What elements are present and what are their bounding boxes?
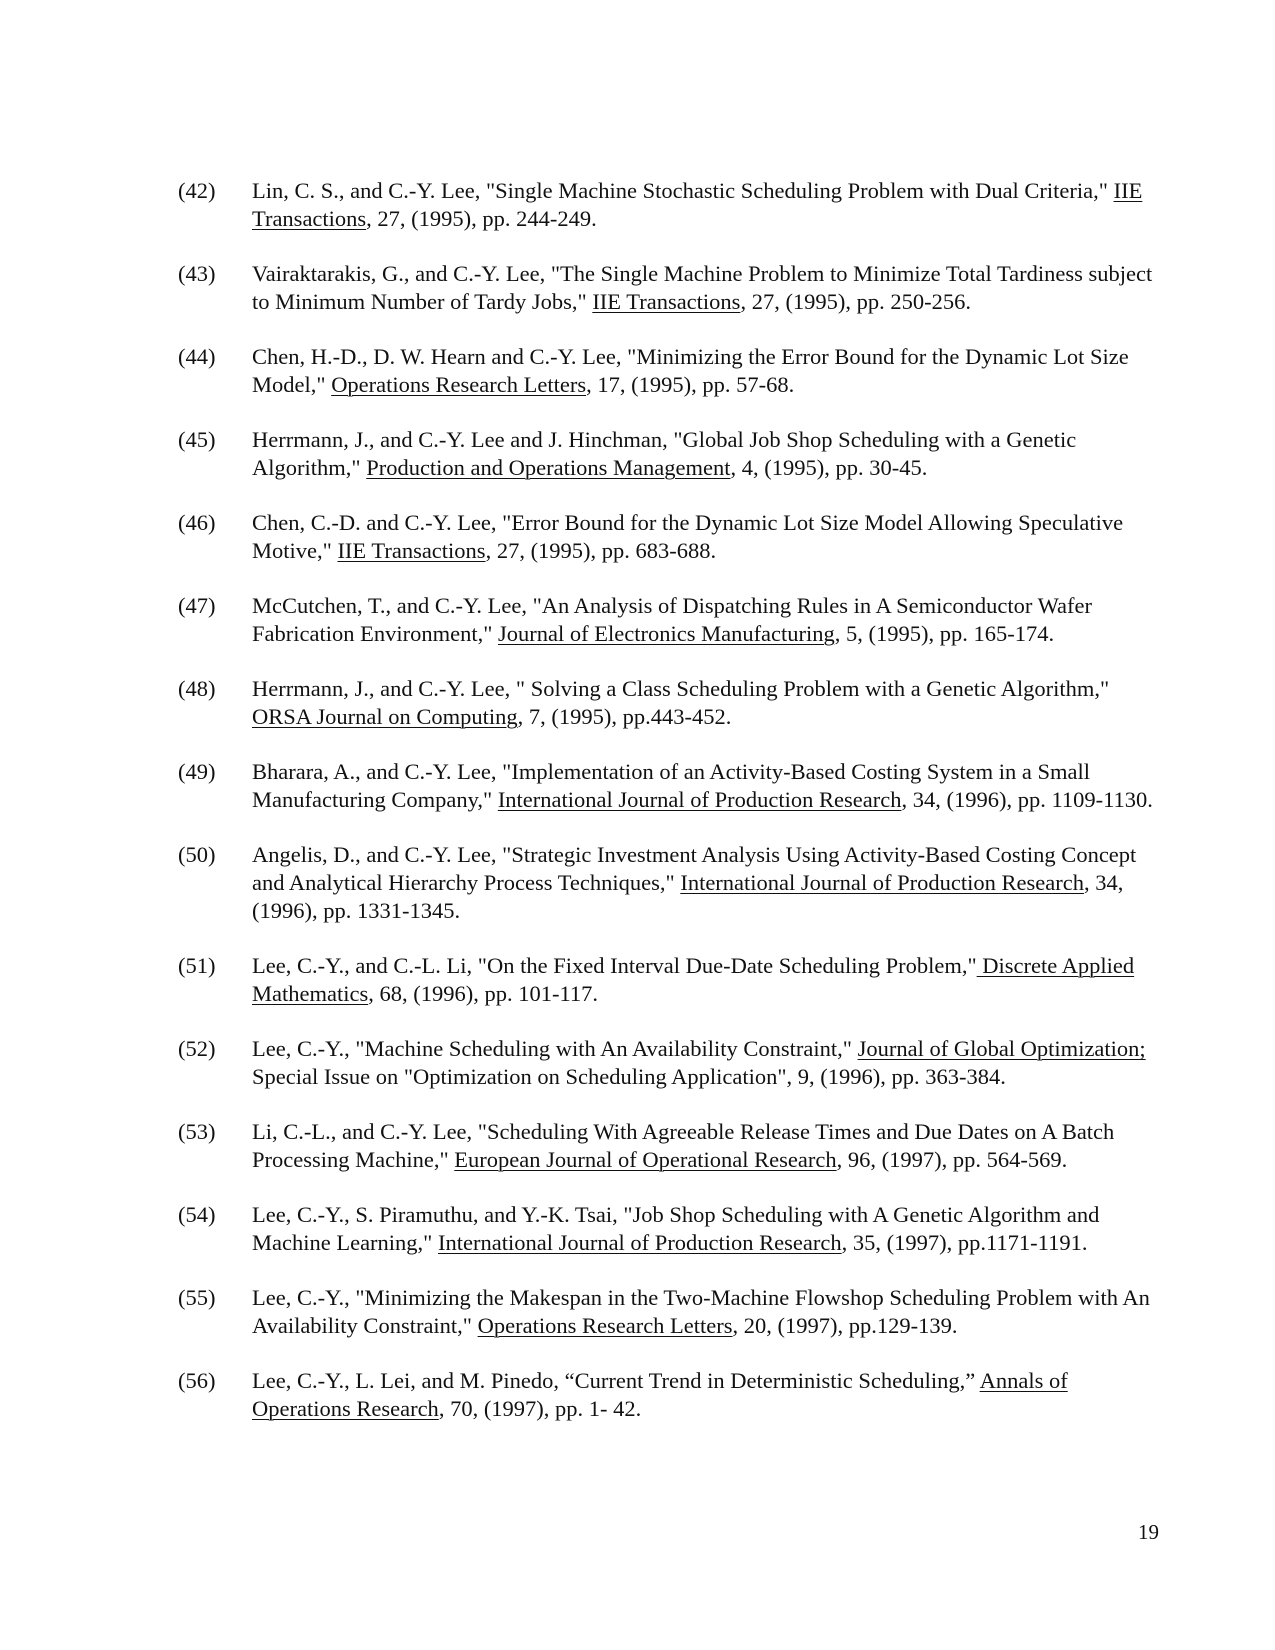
journal-title: International Journal of Production Research <box>680 870 1084 895</box>
journal-title: ORSA Journal on Computing <box>252 704 518 729</box>
reference-text <box>252 952 1158 1008</box>
reference-text <box>252 1035 1158 1091</box>
reference-citation: Lin, C. S., and C.-Y. Lee, "Single Machine Stochastic Scheduling Problem with Dual Criteria," <box>252 178 1114 203</box>
journal-title: IIE Transactions <box>252 178 1143 231</box>
reference-text <box>252 841 1158 925</box>
reference-number: (44) <box>178 344 216 369</box>
reference-number: (47) <box>178 593 216 618</box>
journal-title: IIE Transactions <box>592 289 741 314</box>
reference-citation: Chen, C.-D. and C.-Y. Lee, "Error Bound for the Dynamic Lot Size Model Allowing Speculative Motive," <box>252 510 1124 563</box>
reference-details: , 27, (1995), pp. 250-256. <box>740 289 972 314</box>
reference-number: (56) <box>178 1368 216 1393</box>
reference-item <box>178 177 1158 233</box>
reference-item <box>178 509 1158 565</box>
page-number: 19 <box>1138 1520 1159 1544</box>
journal-title: Journal of Electronics Manufacturing <box>498 621 835 646</box>
journal-title: Discrete Applied Mathematics <box>252 953 1135 1006</box>
reference-item <box>178 841 1158 925</box>
reference-text <box>252 426 1158 482</box>
reference-number: (42) <box>178 178 216 203</box>
reference-number: (46) <box>178 510 216 535</box>
reference-list <box>178 177 1158 1450</box>
reference-citation: Lee, C.-Y., "Minimizing the Makespan in the Two-Machine Flowshop Scheduling Problem with An Availability Constraint," <box>252 1285 1150 1338</box>
reference-number: (55) <box>178 1285 216 1310</box>
journal-title: Annals of Operations Research <box>252 1368 1068 1421</box>
journal-title: Production and Operations Management <box>366 455 731 480</box>
reference-number: (49) <box>178 759 216 784</box>
reference-item <box>178 1284 1158 1340</box>
reference-text <box>252 343 1158 399</box>
reference-details: , 34, (1996), pp. 1109-1130. <box>901 787 1153 812</box>
journal-title: Journal of Global Optimization; <box>857 1036 1146 1061</box>
reference-citation: Chen, H.-D., D. W. Hearn and C.-Y. Lee, "Minimizing the Error Bound for the Dynamic Lot Size Model," <box>252 344 1129 397</box>
reference-citation: Lee, C.-Y., and C.-L. Li, "On the Fixed Interval Due-Date Scheduling Problem," <box>252 953 977 978</box>
reference-details: , 96, (1997), pp. 564-569. <box>836 1147 1068 1172</box>
reference-citation: Herrmann, J., and C.-Y. Lee and J. Hinchman, "Global Job Shop Scheduling with a Genetic Algorithm," <box>252 427 1077 480</box>
reference-text <box>252 675 1158 731</box>
reference-details: , 34, (1996), pp. 1331-1345. <box>252 870 1124 923</box>
reference-item <box>178 260 1158 316</box>
reference-item <box>178 1118 1158 1174</box>
reference-text <box>252 509 1158 565</box>
reference-item <box>178 1201 1158 1257</box>
reference-item <box>178 592 1158 648</box>
reference-details: , 17, (1995), pp. 57-68. <box>586 372 795 397</box>
reference-item <box>178 1367 1158 1423</box>
reference-citation: Lee, C.-Y., "Machine Scheduling with An Availability Constraint," <box>252 1036 858 1061</box>
reference-citation: Lee, C.-Y., L. Lei, and M. Pinedo, “Current Trend in Deterministic Scheduling,” <box>252 1368 980 1393</box>
journal-title: International Journal of Production Research <box>438 1230 842 1255</box>
reference-item <box>178 343 1158 399</box>
reference-number: (43) <box>178 261 216 286</box>
reference-citation: McCutchen, T., and C.-Y. Lee, "An Analysis of Dispatching Rules in A Semiconductor Wafer Fabrication Environment," <box>252 593 1092 646</box>
reference-details: , 70, (1997), pp. 1- 42. <box>438 1396 642 1421</box>
reference-text <box>252 1367 1158 1423</box>
reference-number: (52) <box>178 1036 216 1061</box>
reference-number: (54) <box>178 1202 216 1227</box>
journal-title: International Journal of Production Research <box>497 787 902 812</box>
journal-title: European Journal of Operational Research <box>454 1147 837 1172</box>
reference-text <box>252 1284 1158 1340</box>
journal-title: Operations Research Letters <box>477 1313 733 1338</box>
reference-text <box>252 177 1158 233</box>
reference-details: , 27, (1995), pp. 683-688. <box>485 538 717 563</box>
reference-text <box>252 758 1158 814</box>
reference-number: (45) <box>178 427 216 452</box>
reference-details: , 27, (1995), pp. 244-249. <box>366 206 597 231</box>
reference-number: (50) <box>178 842 216 867</box>
reference-text <box>252 1118 1158 1174</box>
reference-item <box>178 675 1158 731</box>
reference-item <box>178 426 1158 482</box>
reference-details: , 68, (1996), pp. 101-117. <box>368 981 598 1006</box>
reference-item <box>178 952 1158 1008</box>
reference-details: , 4, (1995), pp. 30-45. <box>730 455 928 480</box>
journal-title: IIE Transactions <box>337 538 486 563</box>
reference-details: , 35, (1997), pp.1171-1191. <box>841 1230 1088 1255</box>
reference-details: , 20, (1997), pp.129-139. <box>732 1313 958 1338</box>
journal-title: Operations Research Letters <box>331 372 587 397</box>
reference-number: (51) <box>178 953 216 978</box>
reference-details: , 5, (1995), pp. 165-174. <box>834 621 1055 646</box>
reference-citation: Li, C.-L., and C.-Y. Lee, "Scheduling With Agreeable Release Times and Due Dates on A Batch Processing Machine," <box>252 1119 1115 1172</box>
reference-citation: Herrmann, J., and C.-Y. Lee, " Solving a Class Scheduling Problem with a Genetic Algorithm," <box>252 676 1110 701</box>
reference-text <box>252 592 1158 648</box>
reference-number: (48) <box>178 676 216 701</box>
reference-citation: Lee, C.-Y., S. Piramuthu, and Y.-K. Tsai, "Job Shop Scheduling with A Genetic Algorithm and Machine Learning," <box>252 1202 1100 1255</box>
reference-details: Special Issue on "Optimization on Scheduling Application", 9, (1996), pp. 363-384. <box>252 1064 1006 1089</box>
reference-citation: Vairaktarakis, G., and C.-Y. Lee, "The Single Machine Problem to Minimize Total Tardiness subject to Minimum Number of Tardy Jobs," <box>252 261 1153 314</box>
reference-text <box>252 260 1158 316</box>
reference-details: , 7, (1995), pp.443-452. <box>517 704 732 729</box>
reference-citation: Angelis, D., and C.-Y. Lee, "Strategic Investment Analysis Using Activity-Based Costing Concept and Analytical Hierarchy Process Techniques," <box>252 842 1137 895</box>
reference-item <box>178 1035 1158 1091</box>
reference-number: (53) <box>178 1119 216 1144</box>
reference-item <box>178 758 1158 814</box>
reference-citation: Bharara, A., and C.-Y. Lee, "Implementation of an Activity-Based Costing System in a Small Manufacturing Company," <box>252 759 1091 812</box>
reference-text <box>252 1201 1158 1257</box>
